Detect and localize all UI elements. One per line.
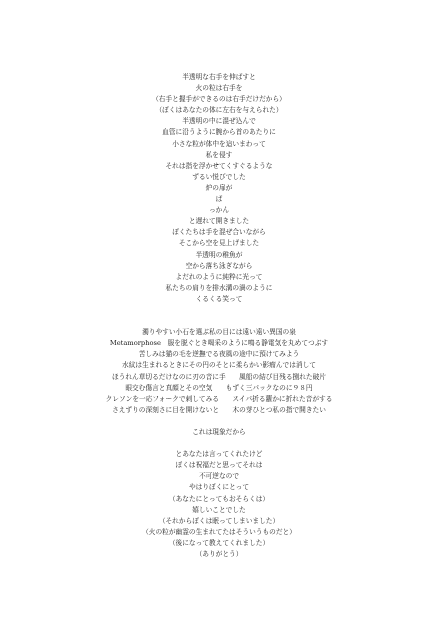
poem-line: よだれのように純粋に光って xyxy=(175,272,263,281)
poem-line: （ありがとう） xyxy=(195,550,243,559)
poem-line: それは指を浮かせてくすぐるような xyxy=(165,161,273,170)
poem-line: 不可逆なので xyxy=(198,472,240,481)
poem-line: 私を侵す xyxy=(205,150,233,159)
poem-line: 苦しみは猫の毛を逆撫でる夜風の途中に預けてみよう xyxy=(138,350,300,359)
stanza-break xyxy=(56,438,382,449)
poem-line: ぼくたちは手を混ぜ合いながら xyxy=(172,228,266,237)
poem-line: 半透明の稚魚が xyxy=(195,250,243,259)
poem-line: Metamorphose 服を脱ぐとき喝采のように鳴る静電気を丸めてつぶす xyxy=(109,339,329,348)
poem-line: ぱ xyxy=(215,195,223,204)
poem-line: やはりぼくにとって xyxy=(188,483,250,492)
poem-line: 半透明の中に混ぜ込んで xyxy=(182,117,256,126)
poem-line: 眼交む傷言と真顔とその空気 もずく三パックなのに９８円 xyxy=(125,383,313,392)
poem-line: と遅れて開きました xyxy=(188,217,250,226)
poem-line: ぼくは祝福だと思ってそれは xyxy=(175,461,263,470)
poem-line: っかん xyxy=(208,206,230,215)
poem-line: ずるい悦びでした xyxy=(192,172,246,181)
poem-line: とあなたは言ってくれたけど xyxy=(175,450,263,459)
stanza-break xyxy=(56,416,382,427)
poem-line: さえずりの深刻さに目を開けないと 木の芽ひとつ私の指で開きたい xyxy=(112,405,326,414)
poem-line: 濁りやすい小石を選ぶ私の目には遠い遠い異国の泉 xyxy=(142,328,296,337)
poem-line: （ぼくはあなたの体に左右を与えられた） xyxy=(155,106,283,115)
poem-line: 小さな粒が体中を這いまわって xyxy=(172,139,266,148)
poem-line: 炉の扉が xyxy=(205,183,233,192)
poem-line: そこから空を見上げました xyxy=(178,239,260,248)
poem-line: （それからぼくは眠ってしまいました） xyxy=(158,516,280,525)
poem-line: 火の粒は右手を xyxy=(195,84,243,93)
poem-line: 水紋は生まれるときにその円のそとに柔らかい影瘤んでは消して xyxy=(122,361,316,370)
poem-line: ほうれん草切るだけなのに刃の音に手 風船の結び目残る捌れた破片 xyxy=(112,372,326,381)
poem-line: くるくる笑って xyxy=(195,294,243,303)
poem-line: クレソンを一応フォークで刺してみる スイパ折る蘿かに折れた音がする xyxy=(105,394,333,403)
stanza-break xyxy=(56,316,382,327)
poem-line: 血管に沿うように腕から首のあたりに xyxy=(162,128,276,137)
poem-line: 私たちの肩りを排水溝の渦のように xyxy=(165,283,273,292)
poem-line: 嬉しいことでした xyxy=(192,505,246,514)
poem-line: （後になって教えてくれました） xyxy=(168,538,270,547)
poem-line: （右手と握手ができるのは右手だけだから） xyxy=(152,95,286,104)
poem-line: （火の粒が幽霊の生まれてたはそういうものだと） xyxy=(142,527,296,536)
poem-line: 半透明な右手を伸ばすと xyxy=(182,73,256,81)
poem-line: これは現象だから xyxy=(192,428,246,436)
poem-line: 空から落ち泳ぎながら xyxy=(185,261,253,270)
poem-body xyxy=(0,72,438,560)
poem-line: （あなたにとってもおそらくは） xyxy=(168,494,270,503)
stanza-break xyxy=(56,305,382,316)
